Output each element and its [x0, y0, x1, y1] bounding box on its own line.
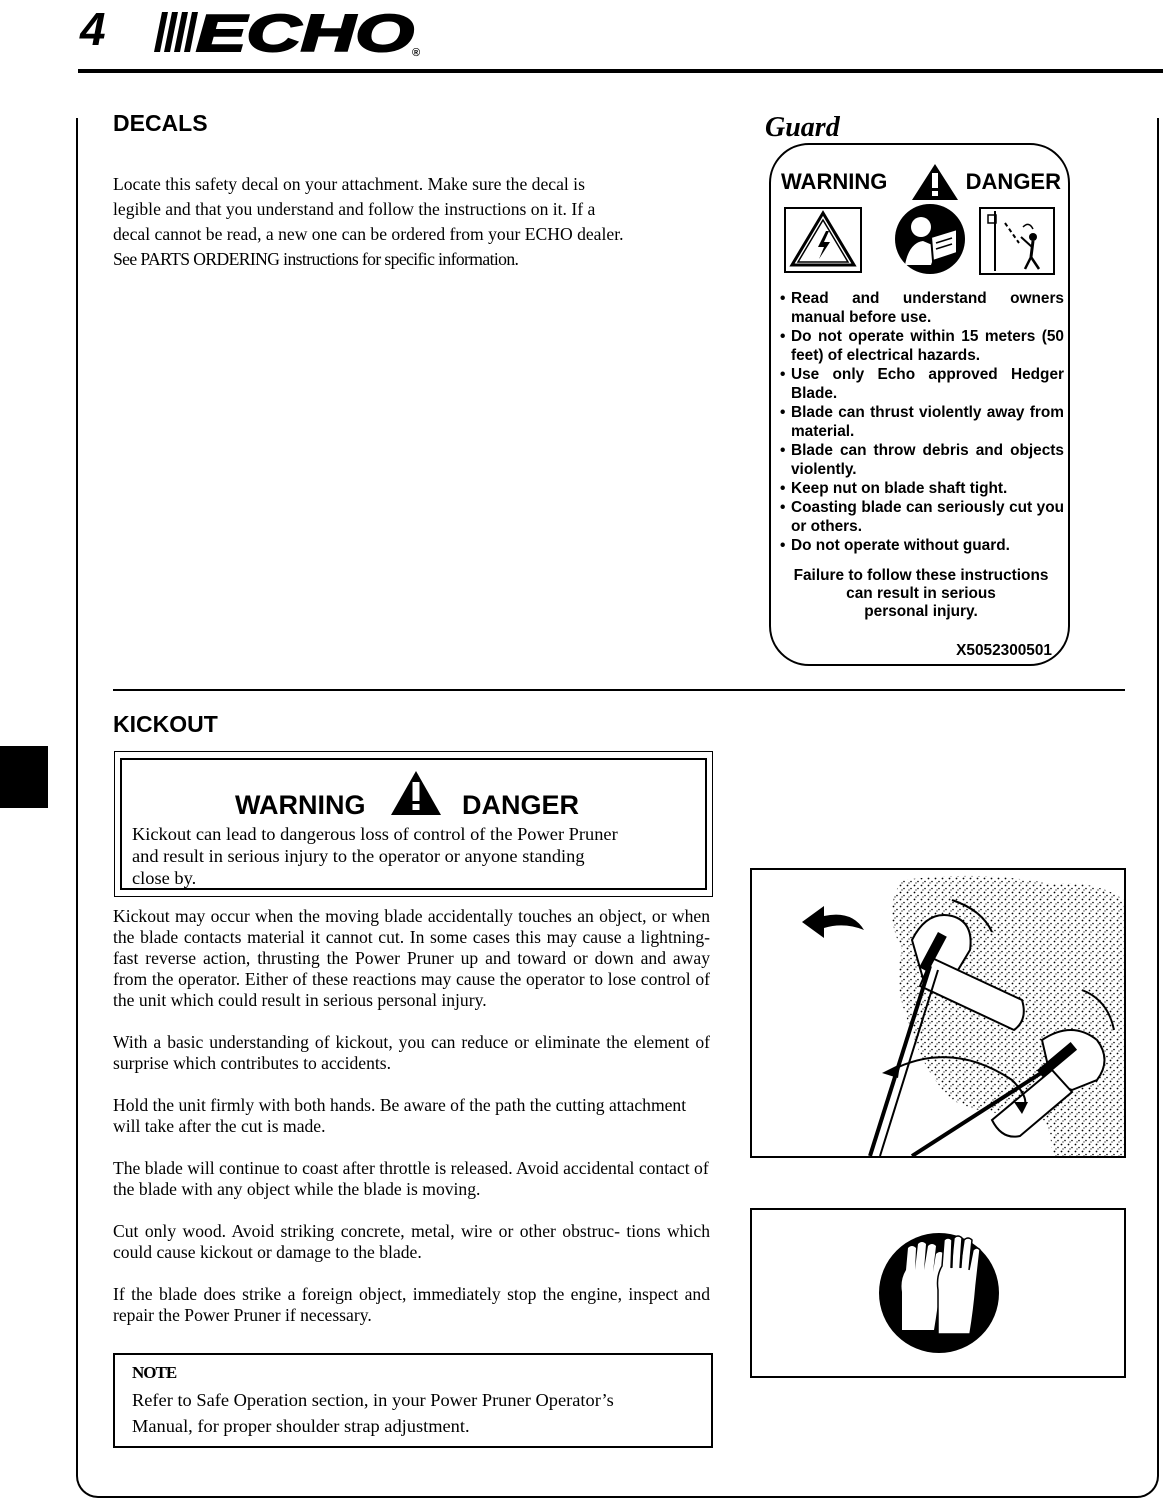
page-number: 4 [80, 3, 106, 55]
decal-part-number: X5052300501 [956, 642, 1052, 659]
decal-instruction: • Blade can throw debris and objects violently. [780, 441, 1064, 479]
kick-arrow [802, 906, 864, 938]
decal-instruction: • Do not operate without guard. [780, 536, 1064, 555]
warning-label: WARNING [235, 790, 366, 820]
decal-header [781, 163, 1061, 203]
failure-line: Failure to follow these instructions [793, 567, 1049, 584]
kickout-paragraph: If the blade does strike a foreign object, immediately stop the engine, inspect and repair the Power Pruner if necessary. [113, 1284, 710, 1325]
note-box [113, 1353, 713, 1448]
note-line: Refer to Safe Operation section, in your Power Pruner Operator’s [132, 1390, 614, 1410]
decals-line: See PARTS ORDERING instructions for specific information. [113, 249, 519, 269]
kickout-warning-box [114, 751, 713, 897]
kickout-heading: KICKOUT [113, 711, 218, 737]
decals-line: legible and that you understand and follow the instructions on it. If a [113, 199, 596, 219]
section-tab-marker [0, 746, 48, 808]
decal-instruction: • Coasting blade can seriously cut you or others. [780, 498, 1064, 536]
decals-line: Locate this safety decal on your attachment. Make sure the decal is [113, 174, 585, 194]
warning-text-line: close by. [132, 868, 197, 888]
warning-label: WARNING [781, 169, 888, 194]
note-text [132, 1387, 702, 1439]
header-rule [78, 69, 1163, 73]
kickout-paragraph: Kickout may occur when the moving blade accidentally touches an object, or when the blade contacts material it cannot cut. In some cases this may cause a lightning-fast reverse action, thrusting the Power Pruner up and toward or down and away from the operator. Either of these reactions may cause the operator to lose control of the unit which could result in serious personal injury. [113, 906, 710, 1010]
pruner-shaft [870, 966, 930, 1156]
kickout-body [113, 906, 710, 1347]
kickout-paragraph: Cut only wood. Avoid striking concrete, metal, wire or other obstruc- tions which could cause kickout or damage to the blade. [113, 1221, 710, 1262]
decal-instruction: • Use only Echo approved Hedger Blade. [780, 365, 1064, 403]
warning-text-line: and result in serious injury to the operator or anyone standing [132, 846, 585, 866]
decal-failure-warning [779, 567, 1063, 621]
registered-mark: ® [412, 47, 421, 59]
decal-instruction: • Blade can thrust violently away from material. [780, 403, 1064, 441]
kickout-paragraph: Hold the unit firmly with both hands. Be aware of the path the cutting attachment will take after the cut is made. [113, 1095, 687, 1136]
gloves-illustration [750, 1208, 1126, 1378]
kickout-paragraph: With a basic understanding of kickout, you can reduce or eliminate the element of surprise which contributes to accidents. [113, 1032, 710, 1073]
failure-line: can result in serious [846, 585, 996, 602]
warning-box-inner [120, 758, 707, 890]
danger-label: DANGER [462, 790, 580, 820]
decal-instruction: • Read and understand owners manual before use. [780, 289, 1064, 327]
decal-instruction: • Keep nut on blade shaft tight. [780, 479, 1064, 498]
decal-instruction-list [780, 289, 1064, 555]
read-manual-icon [891, 203, 969, 280]
decals-paragraph [113, 172, 713, 272]
note-line: Manual, for proper shoulder strap adjustment. [132, 1416, 470, 1436]
safety-alert-icon [390, 770, 442, 821]
note-title: NOTE [132, 1363, 177, 1382]
warning-text-line: Kickout can lead to dangerous loss of control of the Power Pruner [132, 824, 618, 844]
arrowhead [882, 1064, 900, 1078]
brand-wordmark: ECHO [196, 5, 414, 60]
electrical-hazard-icon [784, 207, 862, 278]
distance-hazard-icon [979, 207, 1055, 280]
kickout-direction-illustration [750, 868, 1126, 1158]
decal-instruction: • Do not operate within 15 meters (50 feet) of electrical hazards. [780, 327, 1064, 365]
kickout-warning-text [132, 823, 702, 889]
safety-alert-icon [911, 163, 959, 206]
danger-label: DANGER [965, 169, 1061, 194]
section-divider [113, 689, 1125, 691]
gloves-icon [752, 1210, 1124, 1376]
failure-line: personal injury. [864, 603, 978, 620]
decals-heading: DECALS [113, 110, 208, 136]
guard-safety-decal [769, 143, 1070, 666]
decals-line: decal cannot be read, a new one can be ordered from your ECHO dealer. [113, 224, 624, 244]
echo-logo [148, 4, 428, 65]
guard-caption: Guard [765, 112, 840, 143]
kickout-paragraph: The blade will continue to coast after throttle is released. Avoid accidental contact of the blade with any object while the blade is moving. [113, 1158, 709, 1199]
